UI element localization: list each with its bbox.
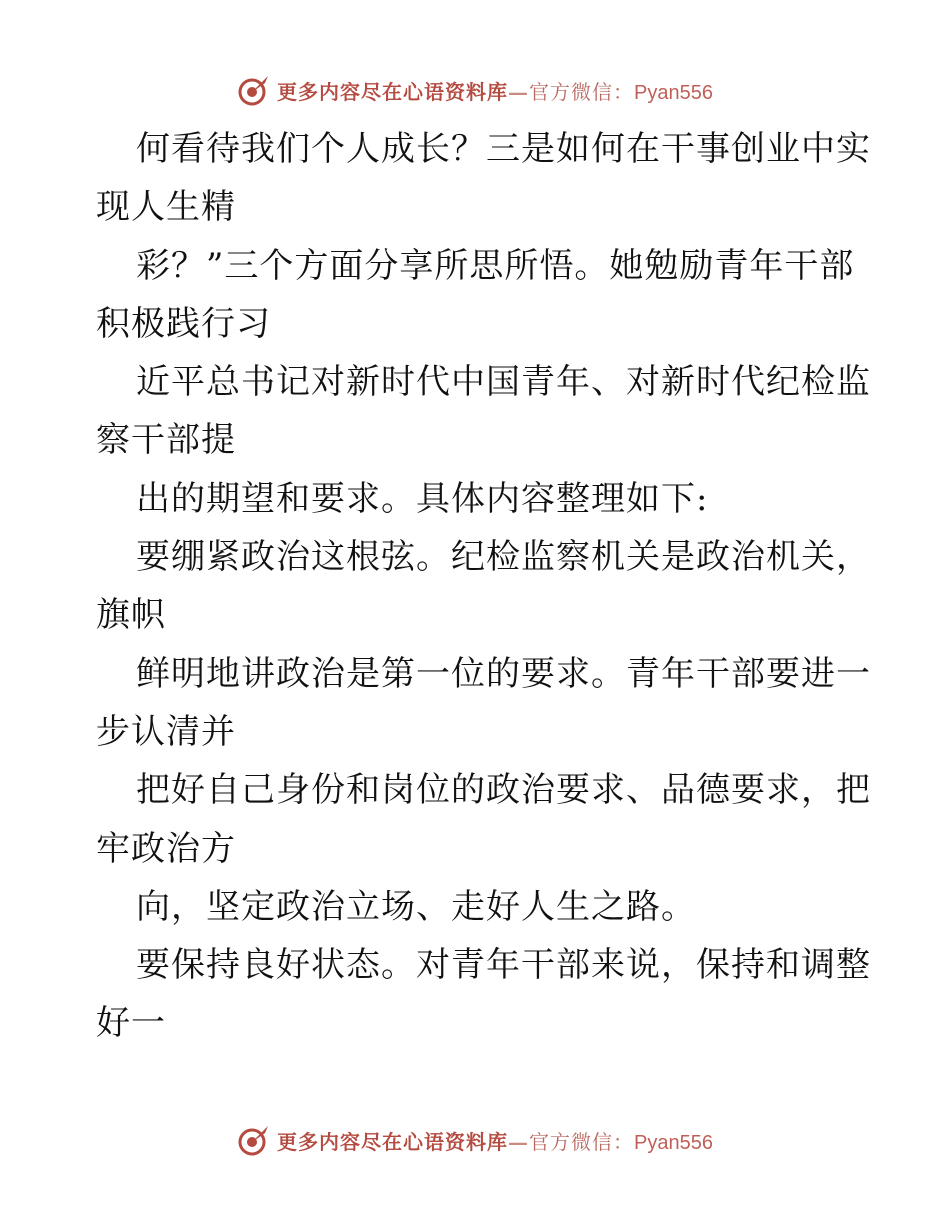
text-line: 要保持良好状态。对青年干部来说，保持和调整	[136, 945, 871, 986]
text-line: 出的期望和要求。具体内容整理如下:	[136, 478, 709, 519]
text-line: 牢政治方	[96, 828, 236, 869]
text-line: 积极践行习	[96, 303, 271, 344]
watermark-wechat-id: Pyan556	[634, 1131, 713, 1154]
text-line: 把好自己身份和岗位的政治要求、品德要求，把	[136, 770, 871, 811]
text-line: 鲜明地讲政治是第一位的要求。青年干部要进一	[136, 653, 871, 694]
watermark-main-text: 更多内容尽在心语资料库	[277, 1129, 509, 1154]
text-line: 何看待我们个人成长？三是如何在干事创业中实	[136, 129, 871, 169]
text-line: 向，坚定政治立场、走好人生之路。	[136, 886, 696, 927]
watermark-sub-text: 官方微信：	[529, 79, 635, 104]
text-line: 步认清并	[96, 711, 236, 752]
document-body	[96, 120, 871, 1053]
footer-watermark	[0, 1120, 950, 1160]
text-line: 旗帜	[96, 595, 166, 636]
watermark-sub-text: 官方微信：	[529, 1129, 635, 1154]
text-line: 近平总书记对新时代中国青年、对新时代纪检监	[136, 362, 871, 403]
text-line: 好一	[96, 1003, 166, 1044]
watermark-wechat-id: Pyan556	[634, 81, 713, 104]
watermark-dash: —	[508, 1129, 530, 1154]
text-line: 要绷紧政治这根弦。纪检监察机关是政治机关，	[136, 537, 871, 578]
text-line: 彩？”三个方面分享所思所悟。她勉励青年干部	[136, 245, 855, 286]
watermark-main-text: 更多内容尽在心语资料库	[277, 79, 509, 104]
text-line: 察干部提	[96, 420, 236, 461]
quill-logo-icon	[237, 1123, 271, 1157]
watermark-dash: —	[508, 79, 530, 104]
text-line: 现人生精	[96, 187, 236, 228]
quill-logo-icon	[237, 73, 271, 107]
header-watermark	[0, 70, 950, 110]
